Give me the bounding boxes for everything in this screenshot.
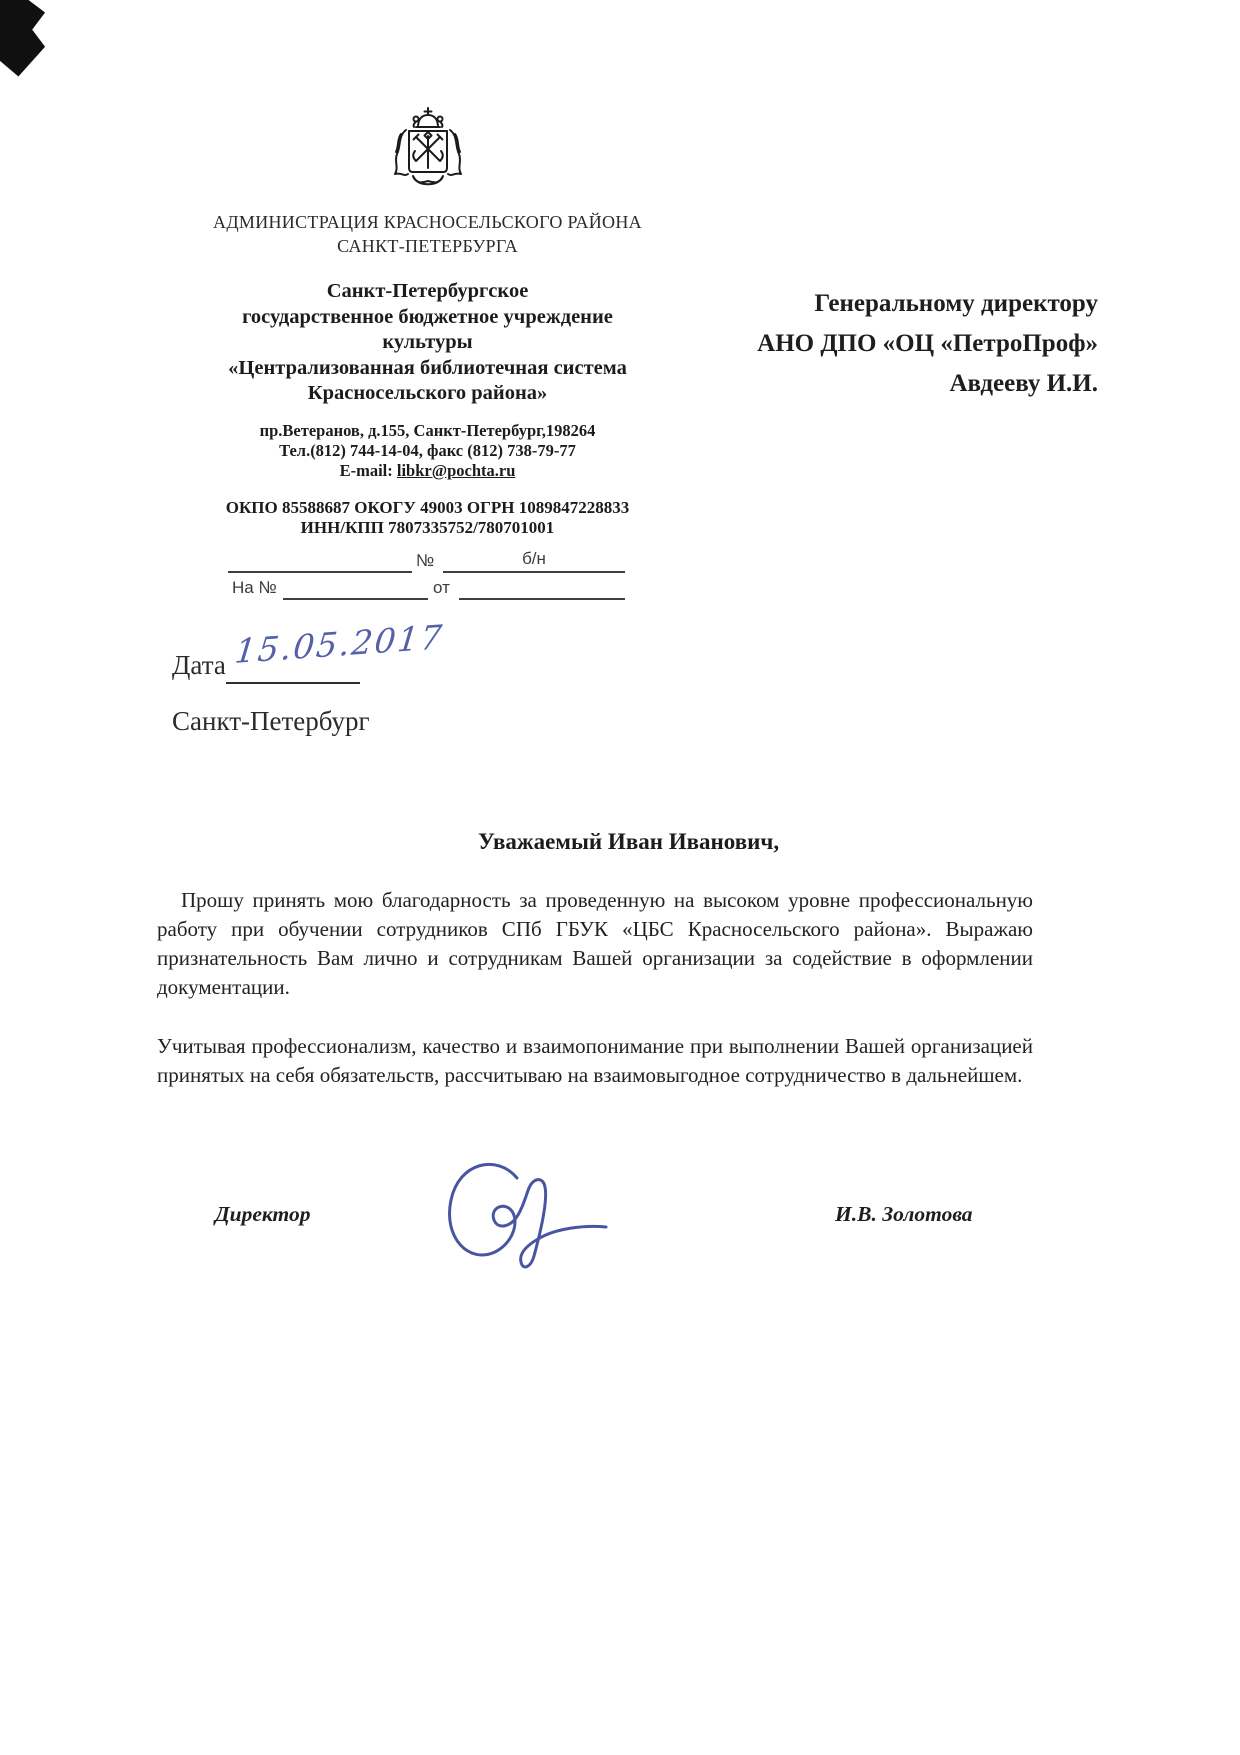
org-codes-inn: ИНН/КПП 7807335752/780701001 (300, 518, 555, 537)
date-label: Дата (172, 650, 226, 680)
date-handwritten-value: 15.05.2017 (233, 617, 446, 671)
org-name-line: культуры (382, 331, 473, 353)
org-email-label: E-mail: (339, 461, 393, 480)
org-name-line: Красносельского района» (307, 382, 548, 404)
signature-name: И.В. Золотова (835, 1202, 973, 1226)
ref-from-label: от (433, 578, 450, 597)
handwritten-signature-icon (425, 1150, 655, 1275)
ref-number-value: б/н (443, 549, 625, 573)
body-paragraph-2: Учитывая профессионализм, качество и взаимопонимание при выполнении Вашей организацией принятых на себя обязательств, рассчитываю на взаимовыгодное сотрудничество в дальнейшем. (157, 1034, 1033, 1087)
body-paragraph-1: Прошу принять мою благодарность за проведенную на высоком уровне профессиональную работу при обучении сотрудников СПб ГБУК «ЦБС Красносельского района». Выражаю признательность Вам лично и сотрудникам Вашей организации за содействие в оформлении документации. (157, 888, 1033, 999)
ref-reply-blank (283, 578, 428, 600)
ref-reply-label: На № (232, 578, 277, 597)
recipient-organization: АНО ДПО «ОЦ «ПетроПроф» (757, 330, 1098, 357)
administration-city: САНКТ-ПЕТЕРБУРГА (337, 236, 518, 256)
org-email-line (130, 461, 725, 481)
org-codes-okpo: ОКПО 85588687 ОКОГУ 49003 ОГРН 1089847228833 (225, 498, 630, 517)
org-email: libkr@pochta.ru (396, 461, 516, 480)
org-address: пр.Ветеранов, д.155, Санкт-Петербург,198264 (259, 421, 596, 440)
org-name-line: государственное бюджетное учреждение (242, 305, 613, 328)
signature-title: Директор (215, 1202, 311, 1226)
ref-from-blank (459, 578, 625, 600)
st-petersburg-coat-of-arms-icon (383, 106, 473, 202)
org-phone: Тел.(812) 744-14-04, факс (812) 738-79-77 (279, 441, 576, 460)
salutation: Уважаемый Иван Иванович, (478, 829, 780, 854)
recipient-role: Генеральному директору (814, 290, 1098, 317)
org-name-line: «Централизованная библиотечная система (228, 356, 627, 379)
ref-number-blank (228, 551, 412, 573)
scan-corner-artifact (0, 0, 46, 78)
recipient-person: Авдееву И.И. (949, 370, 1098, 397)
city-name: Санкт-Петербург (172, 706, 370, 736)
ref-number-label: № (416, 551, 435, 570)
administration-name: АДМИНИСТРАЦИЯ КРАСНОСЕЛЬСКОГО РАЙОНА (213, 212, 642, 232)
org-name-line: Санкт-Петербургское (326, 280, 529, 302)
